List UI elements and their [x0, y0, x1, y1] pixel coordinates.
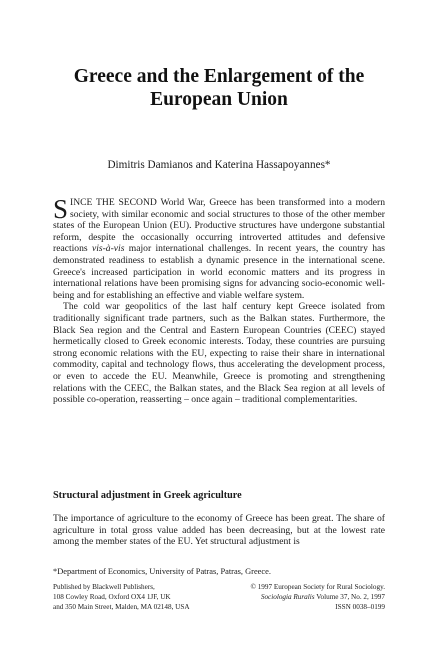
publisher-line-1: Published by Blackwell Publishers,	[53, 583, 155, 591]
title-line-1: Greece and the Enlargement of the	[73, 66, 365, 87]
publisher-line-3: and 350 Main Street, Malden, MA 02148, USA	[53, 602, 190, 611]
publisher-address	[53, 583, 190, 612]
lead-smallcaps: INCE THE SECOND	[70, 197, 157, 208]
intro-p1-end: major international challenges. In recent years, the country has demonstrated readiness to establish a dynamic presence in the international scene. Greece's increased participation in world economic matters and its progress in international relations have been promising signs for advancing socio-economic well-being and for establishing an effective and viable welfare system.	[53, 243, 385, 301]
drop-cap: S	[53, 194, 69, 224]
section-paragraph-1: The importance of agriculture to the economy of Greece has been great. The share of agriculture in total gross value added has been decreasing, but at the lowest rate among the member states of the EU. Yet structural adjustment is	[53, 513, 385, 548]
publisher-line-2: 108 Cowley Road, Oxford OX4 1JF, UK	[53, 592, 171, 601]
intro-p1-text: World War, Greece has been transformed into a modern society, with similar economic and social structures to those of the other member states of the European Union (EU). Productive structures have undergone substantial reform, despite the occasionally occurring introverted attitudes and defensive reactions	[53, 197, 385, 255]
copyright-info	[250, 583, 385, 612]
publisher-info	[53, 583, 385, 612]
journal-volume: Volume 37, No. 2, 1997	[314, 592, 385, 601]
author-footnote: *Department of Economics, University of Patras, Patras, Greece.	[53, 567, 271, 576]
intro-p1-italic: vis-à-vis	[91, 243, 125, 255]
author-line: Dimitris Damianos and Katerina Hassapoyannes*	[107, 159, 331, 171]
title-line-2: European Union	[150, 89, 288, 110]
intro-paragraph-1	[53, 194, 385, 301]
introduction-text	[53, 194, 385, 406]
article-title	[53, 65, 385, 111]
copyright-line: © 1997 European Society for Rural Sociology.	[250, 583, 385, 591]
intro-paragraph-2: The cold war geopolitics of the last half century kept Greece isolated from traditionally significant trade partners, such as the Balkan states. Furthermore, the Black Sea region and the Central and Eastern European Countries (CEEC) stayed hermetically closed to Greek economic interests. Today, these countries are pursuing strong economic relations with the EU, expecting to raise their share in international commodity, capital and technology flows, thus accelerating the development process, or even to accede the EU. Meanwhile, Greece is promoting and strengthening relations with the CEEC, the Balkan states, and the Black Sea region at all levels of possible co-operation, reasserting – once again – traditional complementarities.	[53, 301, 385, 406]
issn-line: ISSN 0038–0199	[335, 602, 385, 611]
section-body	[53, 513, 385, 548]
article-page	[53, 0, 385, 648]
journal-line	[250, 593, 385, 603]
section-heading: Structural adjustment in Greek agriculture	[53, 490, 242, 501]
journal-name: Sociologia Ruralis	[260, 592, 315, 601]
